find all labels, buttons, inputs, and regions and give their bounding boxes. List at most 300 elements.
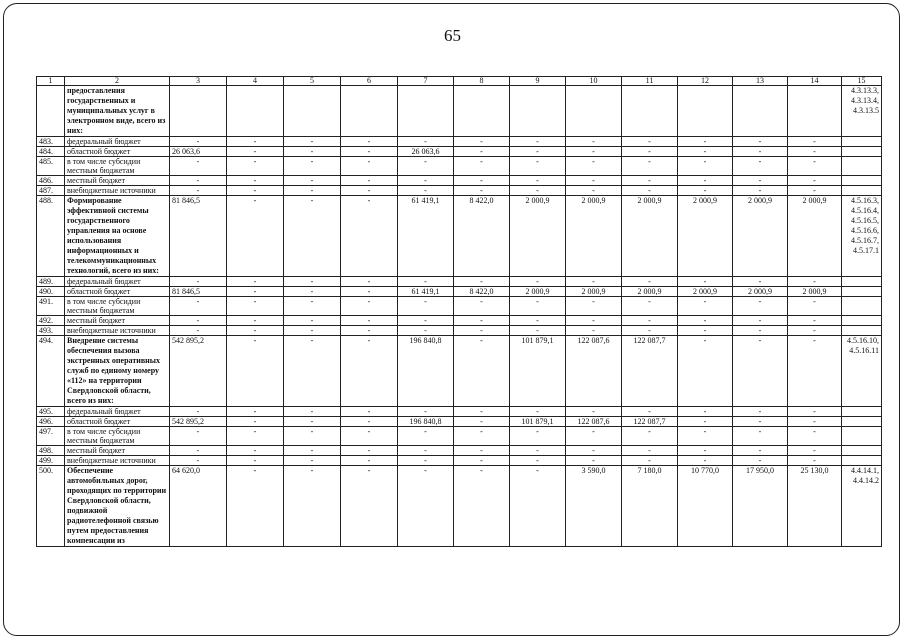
value-cell: 25 130,0 — [788, 466, 842, 547]
value-cell: - — [622, 147, 678, 157]
table-body — [37, 86, 882, 547]
reference-cell — [842, 407, 882, 417]
value-cell: - — [341, 407, 398, 417]
value-cell: - — [454, 316, 510, 326]
reference-cell — [842, 186, 882, 196]
value-cell: - — [733, 407, 788, 417]
value-cell: - — [788, 297, 842, 316]
value-cell — [733, 86, 788, 137]
value-cell: - — [284, 466, 341, 547]
value-cell: - — [788, 316, 842, 326]
table-row — [37, 456, 882, 466]
value-cell: 2 000,9 — [566, 287, 622, 297]
value-cell: - — [622, 407, 678, 417]
value-cell: - — [622, 326, 678, 336]
row-number: 486. — [37, 176, 65, 186]
value-cell: - — [170, 456, 227, 466]
row-number: 490. — [37, 287, 65, 297]
value-cell: - — [170, 157, 227, 176]
value-cell: - — [341, 297, 398, 316]
value-cell: - — [733, 456, 788, 466]
value-cell: 542 895,2 — [170, 336, 227, 407]
value-cell: - — [733, 137, 788, 147]
row-number: 500. — [37, 466, 65, 547]
value-cell: - — [566, 147, 622, 157]
value-cell: - — [510, 147, 566, 157]
value-cell: - — [788, 137, 842, 147]
value-cell: 122 087,7 — [622, 417, 678, 427]
value-cell: - — [622, 186, 678, 196]
row-name: предоставления государственных и муниципальных услуг в электронном виде, всего из них: — [65, 86, 170, 137]
value-cell: - — [733, 427, 788, 446]
value-cell: - — [622, 446, 678, 456]
value-cell: - — [284, 147, 341, 157]
row-name: Внедрение системы обеспечения вызова экстренных оперативных служб по единому номеру «112» на территории Свердловской области, всего из них: — [65, 336, 170, 407]
value-cell: - — [284, 297, 341, 316]
column-header: 13 — [733, 77, 788, 86]
value-cell: - — [678, 336, 733, 407]
value-cell: - — [622, 176, 678, 186]
row-name: федеральный бюджет — [65, 277, 170, 287]
column-header: 1 — [37, 77, 65, 86]
value-cell: - — [566, 157, 622, 176]
value-cell: - — [788, 427, 842, 446]
value-cell: - — [566, 316, 622, 326]
value-cell: - — [227, 417, 284, 427]
row-name: областной бюджет — [65, 147, 170, 157]
value-cell: 196 840,8 — [398, 336, 454, 407]
reference-cell: 4.4.14.1, 4.4.14.2 — [842, 466, 882, 547]
table-row — [37, 336, 882, 407]
reference-cell — [842, 417, 882, 427]
row-number: 495. — [37, 407, 65, 417]
value-cell: - — [170, 427, 227, 446]
value-cell: - — [284, 196, 341, 277]
value-cell: - — [341, 186, 398, 196]
value-cell: 2 000,9 — [622, 287, 678, 297]
value-cell: - — [284, 287, 341, 297]
column-header: 15 — [842, 77, 882, 86]
table-row — [37, 446, 882, 456]
value-cell: - — [733, 176, 788, 186]
value-cell: - — [454, 147, 510, 157]
column-header: 4 — [227, 77, 284, 86]
value-cell: - — [733, 157, 788, 176]
value-cell: - — [170, 186, 227, 196]
column-header: 10 — [566, 77, 622, 86]
value-cell: - — [733, 316, 788, 326]
row-number: 491. — [37, 297, 65, 316]
value-cell: - — [678, 407, 733, 417]
row-number: 493. — [37, 326, 65, 336]
value-cell: - — [566, 456, 622, 466]
table-row — [37, 137, 882, 147]
value-cell: - — [454, 417, 510, 427]
value-cell: - — [398, 297, 454, 316]
value-cell: - — [170, 407, 227, 417]
row-name: внебюджетные источники — [65, 456, 170, 466]
value-cell: 2 000,9 — [788, 196, 842, 277]
value-cell: - — [510, 176, 566, 186]
value-cell: 2 000,9 — [733, 196, 788, 277]
value-cell: - — [341, 176, 398, 186]
value-cell: - — [341, 446, 398, 456]
value-cell: - — [227, 326, 284, 336]
value-cell: - — [678, 157, 733, 176]
value-cell: 26 063,6 — [170, 147, 227, 157]
value-cell: - — [284, 446, 341, 456]
value-cell: - — [566, 427, 622, 446]
value-cell: - — [170, 176, 227, 186]
value-cell: - — [510, 297, 566, 316]
reference-cell — [842, 456, 882, 466]
value-cell: - — [398, 137, 454, 147]
value-cell: - — [566, 297, 622, 316]
value-cell: - — [678, 186, 733, 196]
table-row — [37, 186, 882, 196]
value-cell: - — [284, 157, 341, 176]
value-cell: - — [227, 407, 284, 417]
value-cell: - — [454, 326, 510, 336]
value-cell: - — [454, 157, 510, 176]
value-cell: 17 950,0 — [733, 466, 788, 547]
value-cell: - — [398, 186, 454, 196]
table-row — [37, 417, 882, 427]
value-cell: - — [678, 417, 733, 427]
value-cell: 2 000,9 — [678, 196, 733, 277]
column-header: 8 — [454, 77, 510, 86]
value-cell: - — [284, 417, 341, 427]
reference-cell — [842, 147, 882, 157]
row-number — [37, 86, 65, 137]
column-header: 9 — [510, 77, 566, 86]
value-cell: - — [788, 417, 842, 427]
row-number: 496. — [37, 417, 65, 427]
value-cell — [510, 86, 566, 137]
value-cell: - — [566, 326, 622, 336]
page-number: 65 — [444, 26, 461, 45]
column-number-row — [37, 77, 882, 86]
value-cell: - — [566, 137, 622, 147]
value-cell: - — [733, 147, 788, 157]
value-cell: - — [788, 456, 842, 466]
value-cell: - — [398, 446, 454, 456]
column-header: 14 — [788, 77, 842, 86]
value-cell: - — [733, 277, 788, 287]
table-row — [37, 147, 882, 157]
value-cell: - — [341, 316, 398, 326]
reference-cell — [842, 176, 882, 186]
row-number: 484. — [37, 147, 65, 157]
value-cell: - — [227, 466, 284, 547]
row-number: 492. — [37, 316, 65, 326]
row-name: областной бюджет — [65, 417, 170, 427]
value-cell: - — [398, 407, 454, 417]
table-row — [37, 176, 882, 186]
reference-cell — [842, 427, 882, 446]
value-cell: - — [788, 326, 842, 336]
value-cell: - — [284, 336, 341, 407]
value-cell: - — [678, 456, 733, 466]
value-cell: - — [398, 277, 454, 287]
value-cell: - — [284, 316, 341, 326]
value-cell: - — [227, 456, 284, 466]
value-cell: - — [284, 456, 341, 466]
value-cell: - — [733, 446, 788, 456]
reference-cell: 4.5.16.3, 4.5.16.4, 4.5.16.5, 4.5.16.6, 4.5.16.7, 4.5.17.1 — [842, 196, 882, 277]
value-cell: - — [622, 297, 678, 316]
value-cell: - — [341, 456, 398, 466]
value-cell: - — [398, 456, 454, 466]
value-cell: - — [341, 336, 398, 407]
value-cell: - — [788, 176, 842, 186]
reference-cell — [842, 287, 882, 297]
row-number: 483. — [37, 137, 65, 147]
value-cell: 81 846,5 — [170, 287, 227, 297]
value-cell: 2 000,9 — [622, 196, 678, 277]
value-cell: - — [678, 316, 733, 326]
value-cell: 122 087,7 — [622, 336, 678, 407]
value-cell: 2 000,9 — [788, 287, 842, 297]
value-cell: - — [341, 147, 398, 157]
value-cell: - — [510, 157, 566, 176]
reference-cell — [842, 157, 882, 176]
table-row — [37, 427, 882, 446]
table-row — [37, 297, 882, 316]
value-cell: - — [788, 147, 842, 157]
value-cell: - — [227, 186, 284, 196]
value-cell — [622, 86, 678, 137]
value-cell: - — [227, 176, 284, 186]
value-cell: - — [227, 336, 284, 407]
value-cell: - — [170, 326, 227, 336]
value-cell: - — [398, 427, 454, 446]
row-name: областной бюджет — [65, 287, 170, 297]
value-cell: - — [341, 466, 398, 547]
row-name: местный бюджет — [65, 176, 170, 186]
row-name: внебюджетные источники — [65, 186, 170, 196]
value-cell: 101 879,1 — [510, 417, 566, 427]
row-number: 489. — [37, 277, 65, 287]
value-cell: - — [341, 277, 398, 287]
value-cell: - — [678, 277, 733, 287]
value-cell: - — [510, 137, 566, 147]
column-header: 6 — [341, 77, 398, 86]
value-cell: - — [622, 427, 678, 446]
value-cell: 122 087,6 — [566, 336, 622, 407]
reference-cell — [842, 297, 882, 316]
table-row — [37, 287, 882, 297]
value-cell: 542 895,2 — [170, 417, 227, 427]
value-cell: - — [733, 326, 788, 336]
value-cell: - — [566, 277, 622, 287]
row-name: местный бюджет — [65, 446, 170, 456]
value-cell: - — [454, 336, 510, 407]
row-name: внебюджетные источники — [65, 326, 170, 336]
value-cell: - — [341, 196, 398, 277]
value-cell: - — [566, 407, 622, 417]
value-cell: - — [454, 427, 510, 446]
value-cell: 8 422,0 — [454, 196, 510, 277]
value-cell: - — [284, 277, 341, 287]
value-cell: - — [566, 186, 622, 196]
column-header: 11 — [622, 77, 678, 86]
row-name: в том числе субсидии местным бюджетам — [65, 427, 170, 446]
value-cell — [566, 86, 622, 137]
value-cell: - — [566, 176, 622, 186]
value-cell: - — [454, 277, 510, 287]
value-cell: - — [341, 417, 398, 427]
value-cell — [788, 86, 842, 137]
value-cell: - — [788, 336, 842, 407]
value-cell — [454, 86, 510, 137]
value-cell: - — [733, 336, 788, 407]
value-cell: - — [227, 427, 284, 446]
value-cell: - — [510, 316, 566, 326]
table-row — [37, 466, 882, 547]
value-cell: - — [733, 417, 788, 427]
row-number: 497. — [37, 427, 65, 446]
value-cell — [398, 86, 454, 137]
value-cell: - — [284, 137, 341, 147]
table-row — [37, 277, 882, 287]
reference-cell — [842, 316, 882, 326]
value-cell: 61 419,1 — [398, 287, 454, 297]
value-cell — [678, 86, 733, 137]
value-cell: - — [170, 137, 227, 147]
value-cell: - — [510, 466, 566, 547]
row-name: в том числе субсидии местным бюджетам — [65, 297, 170, 316]
value-cell: - — [341, 287, 398, 297]
value-cell: - — [170, 446, 227, 456]
value-cell: - — [284, 407, 341, 417]
value-cell: - — [622, 456, 678, 466]
row-name: Обеспечение автомобильных дорог, проходящих по территории Свердловской области, подвижной радиотелефонной связью путем предоставления компенсации из — [65, 466, 170, 547]
value-cell — [170, 86, 227, 137]
column-header: 12 — [678, 77, 733, 86]
value-cell: 3 590,0 — [566, 466, 622, 547]
value-cell: - — [733, 297, 788, 316]
value-cell: - — [227, 277, 284, 287]
value-cell: - — [788, 186, 842, 196]
value-cell: - — [510, 186, 566, 196]
value-cell: - — [170, 277, 227, 287]
row-number: 499. — [37, 456, 65, 466]
row-name: местный бюджет — [65, 316, 170, 326]
value-cell: - — [788, 277, 842, 287]
table-row — [37, 407, 882, 417]
value-cell: - — [510, 407, 566, 417]
value-cell: - — [788, 446, 842, 456]
value-cell: - — [227, 316, 284, 326]
row-number: 485. — [37, 157, 65, 176]
value-cell: - — [227, 196, 284, 277]
value-cell: 196 840,8 — [398, 417, 454, 427]
row-number: 488. — [37, 196, 65, 277]
reference-cell — [842, 277, 882, 287]
value-cell: - — [678, 427, 733, 446]
value-cell: - — [454, 186, 510, 196]
value-cell: - — [341, 157, 398, 176]
value-cell: - — [622, 157, 678, 176]
value-cell: - — [622, 316, 678, 326]
value-cell: - — [454, 137, 510, 147]
value-cell: 122 087,6 — [566, 417, 622, 427]
value-cell: - — [510, 326, 566, 336]
value-cell: - — [284, 176, 341, 186]
value-cell: - — [227, 137, 284, 147]
value-cell: - — [622, 137, 678, 147]
row-name: федеральный бюджет — [65, 137, 170, 147]
value-cell: - — [510, 446, 566, 456]
row-number: 494. — [37, 336, 65, 407]
value-cell: 8 422,0 — [454, 287, 510, 297]
row-name: в том числе субсидии местным бюджетам — [65, 157, 170, 176]
value-cell: - — [454, 176, 510, 186]
value-cell: 10 770,0 — [678, 466, 733, 547]
value-cell: 81 846,5 — [170, 196, 227, 277]
value-cell: - — [227, 287, 284, 297]
column-header: 5 — [284, 77, 341, 86]
row-number: 487. — [37, 186, 65, 196]
value-cell — [284, 86, 341, 137]
value-cell: 2 000,9 — [678, 287, 733, 297]
value-cell: - — [510, 456, 566, 466]
column-header: 2 — [65, 77, 170, 86]
value-cell: - — [678, 326, 733, 336]
table-row — [37, 326, 882, 336]
reference-cell: 4.5.16.10, 4.5.16.11 — [842, 336, 882, 407]
table-row — [37, 157, 882, 176]
column-header: 7 — [398, 77, 454, 86]
value-cell: - — [398, 316, 454, 326]
value-cell: 101 879,1 — [510, 336, 566, 407]
value-cell — [227, 86, 284, 137]
value-cell: 64 620,0 — [170, 466, 227, 547]
row-number: 498. — [37, 446, 65, 456]
column-header: 3 — [170, 77, 227, 86]
value-cell — [341, 86, 398, 137]
value-cell: - — [454, 456, 510, 466]
value-cell: - — [510, 427, 566, 446]
value-cell: 26 063,6 — [398, 147, 454, 157]
value-cell: - — [678, 147, 733, 157]
value-cell: - — [678, 446, 733, 456]
value-cell: - — [398, 466, 454, 547]
value-cell: - — [454, 297, 510, 316]
value-cell: - — [341, 427, 398, 446]
table-row — [37, 196, 882, 277]
table-row — [37, 316, 882, 326]
value-cell: 2 000,9 — [510, 196, 566, 277]
value-cell: - — [622, 277, 678, 287]
value-cell: - — [788, 407, 842, 417]
row-name: Формирование эффективной системы государственного управления на основе использования информационных и телекоммуникационных технологий, всего из них: — [65, 196, 170, 277]
value-cell: - — [170, 316, 227, 326]
value-cell: - — [227, 297, 284, 316]
table-row — [37, 86, 882, 137]
value-cell: 2 000,9 — [566, 196, 622, 277]
value-cell: - — [510, 277, 566, 287]
value-cell: - — [284, 326, 341, 336]
value-cell: - — [341, 137, 398, 147]
value-cell: 7 180,0 — [622, 466, 678, 547]
reference-cell: 4.3.13.3, 4.3.13.4, 4.3.13.5 — [842, 86, 882, 137]
value-cell: - — [678, 137, 733, 147]
reference-cell — [842, 326, 882, 336]
value-cell: - — [398, 326, 454, 336]
value-cell: 2 000,9 — [510, 287, 566, 297]
